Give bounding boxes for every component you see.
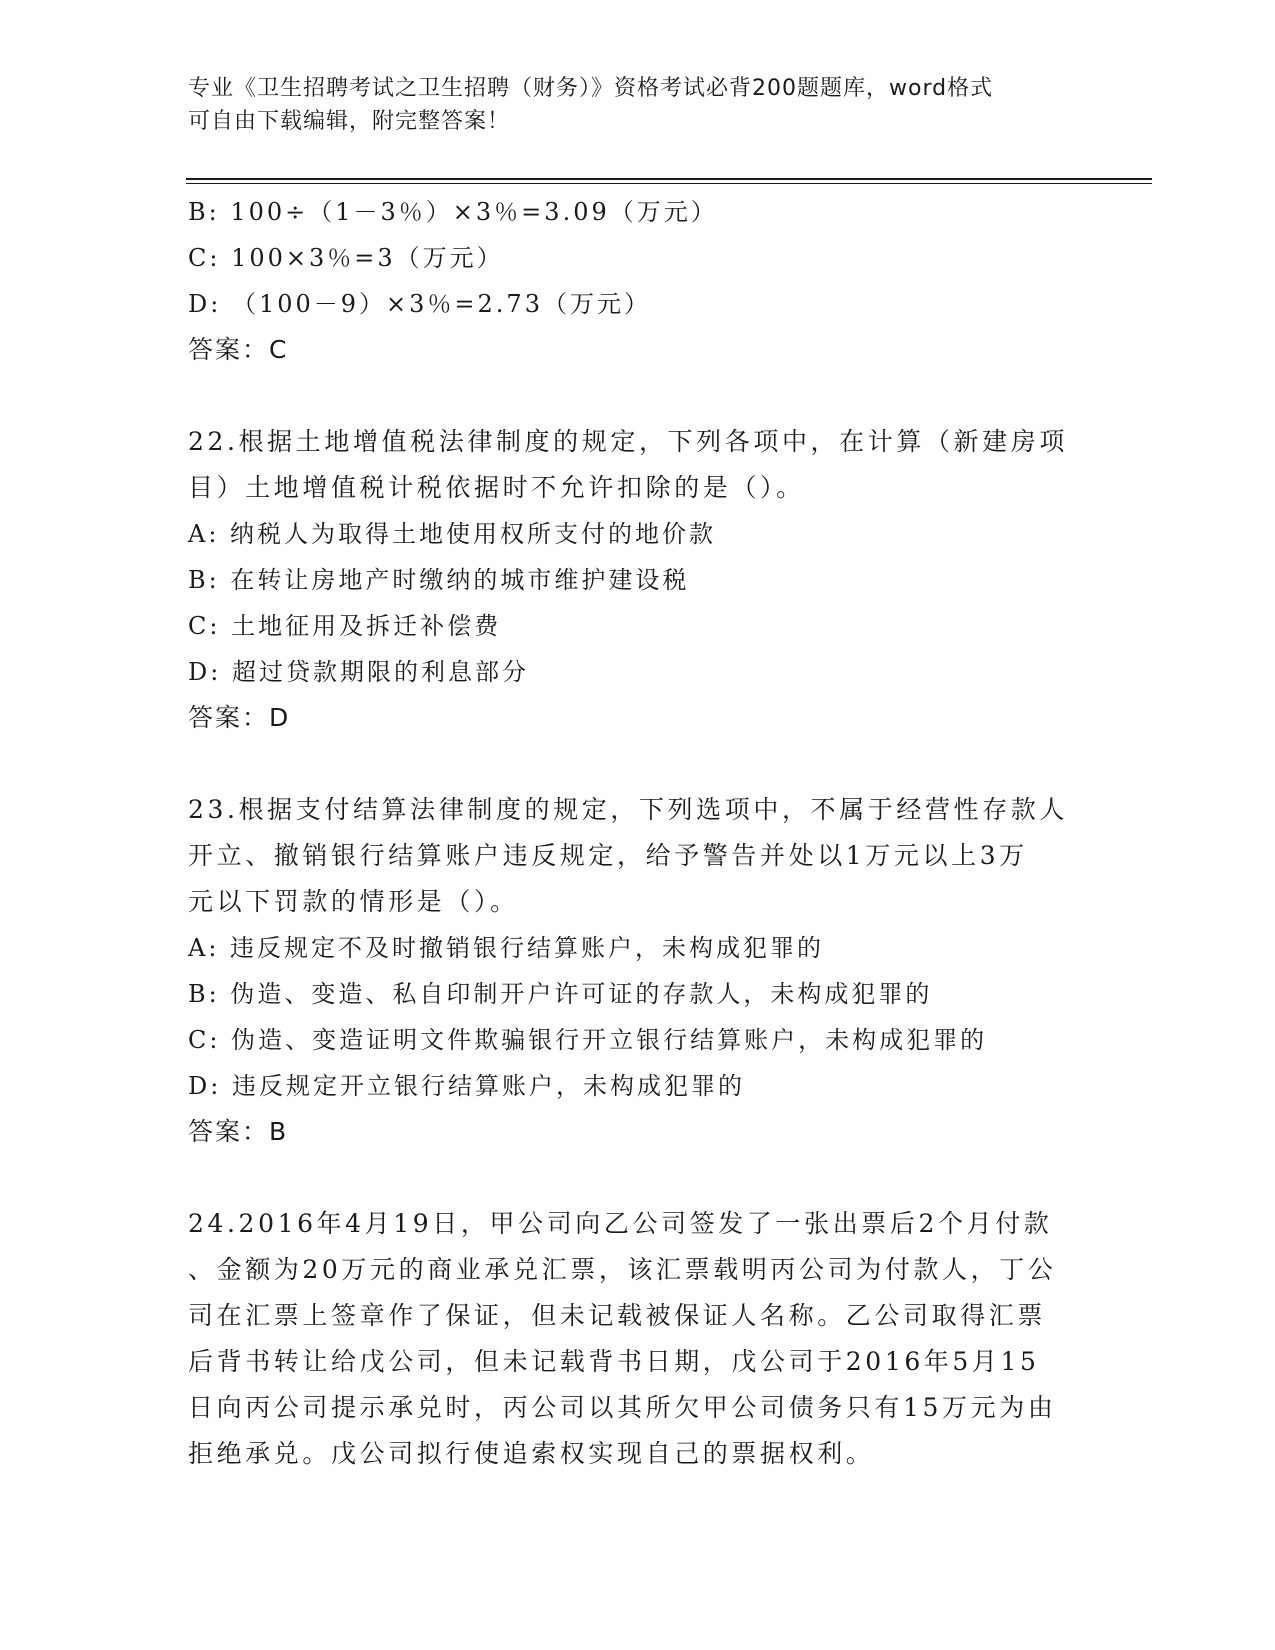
question-stem-line: 、金额为20万元的商业承兑汇票，该汇票载明丙公司为付款人，丁公 bbox=[188, 1255, 1057, 1284]
answer-line: 答案：B bbox=[188, 1117, 289, 1146]
question-24 bbox=[188, 1201, 1088, 1477]
option-a: A: 纳税人为取得土地使用权所支付的地价款 bbox=[188, 520, 717, 548]
question-stem-line: 目）土地增值税计税依据时不允许扣除的是（）。 bbox=[188, 473, 805, 502]
question-stem-line: 22.根据土地增值税法律制度的规定，下列各项中，在计算（新建房项 bbox=[188, 427, 1068, 456]
option-b: B: 100÷（1－3％）×3％=3.09（万元） bbox=[188, 198, 718, 226]
option-c: C: 100×3％=3（万元） bbox=[188, 244, 504, 272]
document-body bbox=[188, 189, 1088, 1477]
question-stem-line: 后背书转让给戊公司，但未记载背书日期，戊公司于2016年5月15 bbox=[188, 1347, 1040, 1376]
header-title-line-1: 专业《卫生招聘考试之卫生招聘（财务）》资格考试必背200题题库，word格式 bbox=[188, 76, 994, 101]
header-divider-thick bbox=[186, 178, 1152, 180]
question-21-continued bbox=[188, 189, 1088, 373]
answer-line: 答案：D bbox=[188, 703, 291, 732]
page-header bbox=[188, 72, 1068, 138]
question-23 bbox=[188, 787, 1088, 1155]
option-d: D: 违反规定开立银行结算账户，未构成犯罪的 bbox=[188, 1072, 745, 1100]
option-d: D: 超过贷款期限的利息部分 bbox=[188, 658, 529, 686]
question-stem-line: 日向丙公司提示承兑时，丙公司以其所欠甲公司债务只有15万元为由 bbox=[188, 1393, 1057, 1422]
header-title-line-2: 可自由下载编辑，附完整答案！ bbox=[188, 109, 511, 134]
option-a: A: 违反规定不及时撤销银行结算账户，未构成犯罪的 bbox=[188, 934, 825, 962]
option-c: C: 伪造、变造证明文件欺骗银行开立银行结算账户，未构成犯罪的 bbox=[188, 1026, 988, 1054]
option-c: C: 土地征用及拆迁补偿费 bbox=[188, 612, 502, 640]
header-divider-thin bbox=[186, 183, 1152, 184]
question-stem-line: 拒绝承兑。戊公司拟行使追索权实现自己的票据权利。 bbox=[188, 1439, 875, 1468]
option-d: D: （100－9）×3％=2.73（万元） bbox=[188, 290, 651, 318]
option-b: B: 在转让房地产时缴纳的城市维护建设税 bbox=[188, 566, 690, 594]
question-stem-line: 23.根据支付结算法律制度的规定，下列选项中，不属于经营性存款人 bbox=[188, 795, 1068, 824]
question-stem-line: 司在汇票上签章作了保证，但未记载被保证人名称。乙公司取得汇票 bbox=[188, 1301, 1047, 1330]
question-stem-line: 元以下罚款的情形是（）。 bbox=[188, 887, 519, 916]
option-b: B: 伪造、变造、私自印制开户许可证的存款人，未构成犯罪的 bbox=[188, 980, 933, 1008]
answer-line: 答案：C bbox=[188, 335, 289, 364]
question-stem-line: 开立、撤销银行结算账户违反规定，给予警告并处以1万元以上3万 bbox=[188, 841, 1028, 870]
question-stem-line: 24.2016年4月19日，甲公司向乙公司签发了一张出票后2个月付款 bbox=[188, 1209, 1053, 1238]
question-22 bbox=[188, 419, 1088, 741]
